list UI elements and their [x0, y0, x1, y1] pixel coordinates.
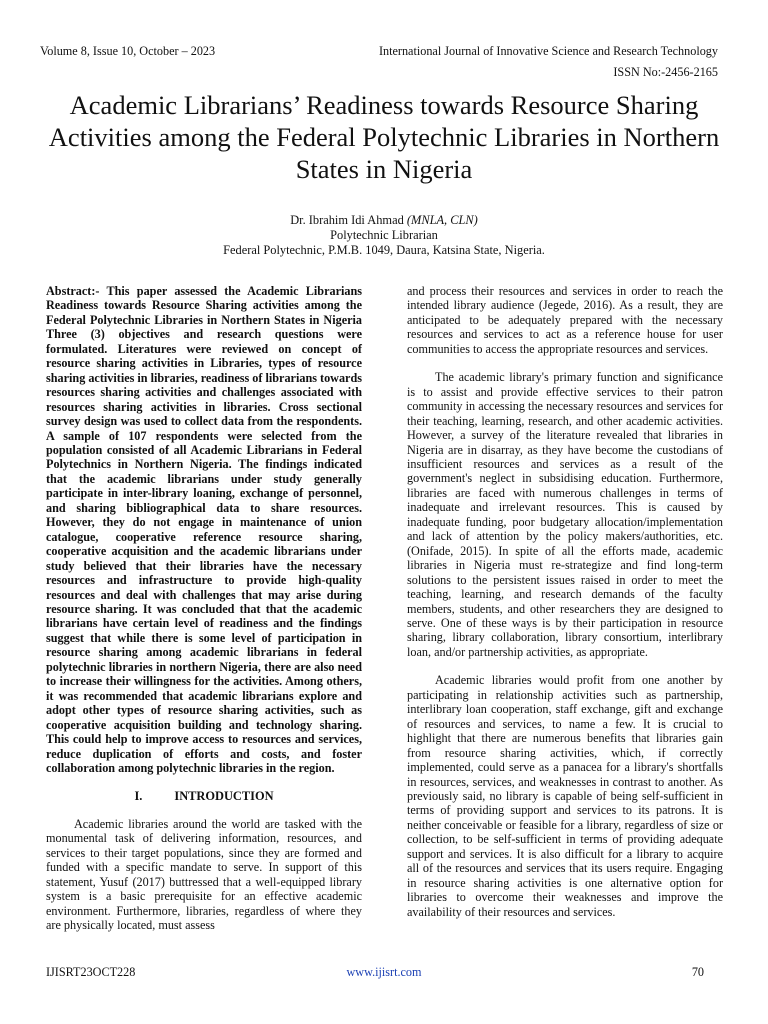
- page-number: 70: [691, 965, 704, 979]
- intro-paragraph-2: The academic library's primary function and significance is to assist and provide effective services to their patron community in accessing the necessary resources and services for their teaching, learning, research, and other academic activities. However, a survey of the literature revealed that libraries in Nigeria are in disarray, as they have become the custodians of insufficient resources and services as a result of the government's neglect in subsidising education. Furthermore, libraries are faced with numerous challenges in terms of inadequate and irrelevant resources. This is caused by inadequate funding, poor budgetary allocation/implementation and lack of attention by the policy makers/authorities, etc. (Onifade, 2015). In spite of all the efforts made, academic libraries in Nigeria must re-strategize and find long-term solutions to the persistent issues raised in order to meet the teaching, learning, and research demands of the faculty members, students, and other researchers they are designed to serve. One of these ways is by their participation in resource sharing, library collaboration, library consortium, interlibrary loan, and/or partnership activities, as appropriate.: [407, 370, 723, 659]
- intro-paragraph-1: Academic libraries around the world are tasked with the monumental task of delivering information, resources, and services to their target populations, since they are formed and funded with a specific mandate to serve. In support of this statement, Yusuf (2017) buttressed that a well-equipped library system is a basic prerequisite for an effective academic environment. Furthermore, libraries, regardless of where they are physically located, must assess: [46, 816, 362, 933]
- author-block: [0, 213, 768, 258]
- author-name: Dr. Ibrahim Idi Ahmad: [290, 213, 404, 227]
- paper-title: Academic Librarians’ Readiness towards Resource Sharing Activities among the Federal Polytechnic Libraries in Northern States in Nigeria: [48, 90, 720, 184]
- section-number: I.: [134, 789, 143, 804]
- section-heading: [46, 789, 362, 803]
- section-title: INTRODUCTION: [174, 789, 274, 804]
- journal-name: International Journal of Innovative Science and Research Technology: [378, 44, 718, 58]
- volume-issue: Volume 8, Issue 10, October – 2023: [40, 44, 216, 58]
- issn-number: ISSN No:-2456-2165: [613, 65, 718, 79]
- left-column: [46, 284, 362, 932]
- journal-url-link[interactable]: www.ijisrt.com: [346, 965, 422, 979]
- author-credentials: (MNLA, CLN): [406, 213, 478, 227]
- right-column: [407, 284, 723, 919]
- author-line: [0, 213, 768, 228]
- intro-paragraph-1-continued: and process their resources and services in order to reach the intended library audience (Jegede, 2016). As a result, they are anticipated to be adequately prepared with the necessary resources and services to act as a reference house for user communities to access the appropriate resources and services.: [407, 284, 723, 356]
- author-institution: Federal Polytechnic, P.M.B. 1049, Daura, Katsina State, Nigeria.: [223, 243, 545, 257]
- paper-code: IJISRT23OCT228: [46, 965, 136, 979]
- intro-paragraph-3: Academic libraries would profit from one another by participating in relationship activities such as partnership, interlibrary loan cooperation, staff exchange, gift and exchange of resources and services, to name a few. It is crucial to highlight that there are numerous benefits that libraries gain from resource sharing activities, which, if correctly implemented, could serve as a panacea for a library's shortfalls in resources, services, and weaknesses in contrast to another. As previously said, no library is capable of being self-sufficient in terms of providing support and services to its patrons. It is neither conceivable or feasible for a library, regardless of size or collection, to be self-sufficient in terms of providing adequate support and services. It is also difficult for a library to acquire all of the resources and services that its users require. Engaging in resource sharing activities is one alternative option for libraries to overcome their weaknesses and improve the availability of their resources and services.: [407, 673, 723, 919]
- abstract: Abstract:- This paper assessed the Academic Librarians Readiness towards Resource Sharing activities among the Federal Polytechnic Libraries in Northern States in Nigeria Three (3) objectives and research questions were formulated. Literatures were reviewed on concept of resource sharing activities in Libraries, types of resource sharing activities in libraries, readiness of librarians towards resources sharing activities and challenges associated with resources sharing activities in libraries. Cross sectional survey design was used to collect data from the respondents. A sample of 107 respondents were selected from the population consisted of all Academic Librarians in Federal Polytechnics in Northern Nigeria. The findings indicated that the academic librarians under study generally participate in inter-library loaning, exchange of personnel, and sharing bibliographical data to share resources. However, they do not engage in maintenance of union catalogue, cooperative reference resource sharing, cooperative acquisition and the academic librarians under study believed that their libraries have the necessary resources and infrastructure to provide high-quality resources and deal with challenges that may arise during resource sharing. It was concluded that that the academic librarians have certain level of readiness and the findings suggest that while there is some level of participation in resource sharing among academic librarians in federal polytechnic libraries in northern Nigeria, there are also need to increase their willingness for the activities. Among others, it was recommended that academic librarians explore and adopt other types of resource sharing activities, such as cooperative acquisition building and technology sharing. This could help to improve access to resources and services, reduce duplication of efforts and costs, and foster collaboration among polytechnic libraries in the region.: [46, 284, 362, 775]
- author-position: Polytechnic Librarian: [330, 228, 438, 242]
